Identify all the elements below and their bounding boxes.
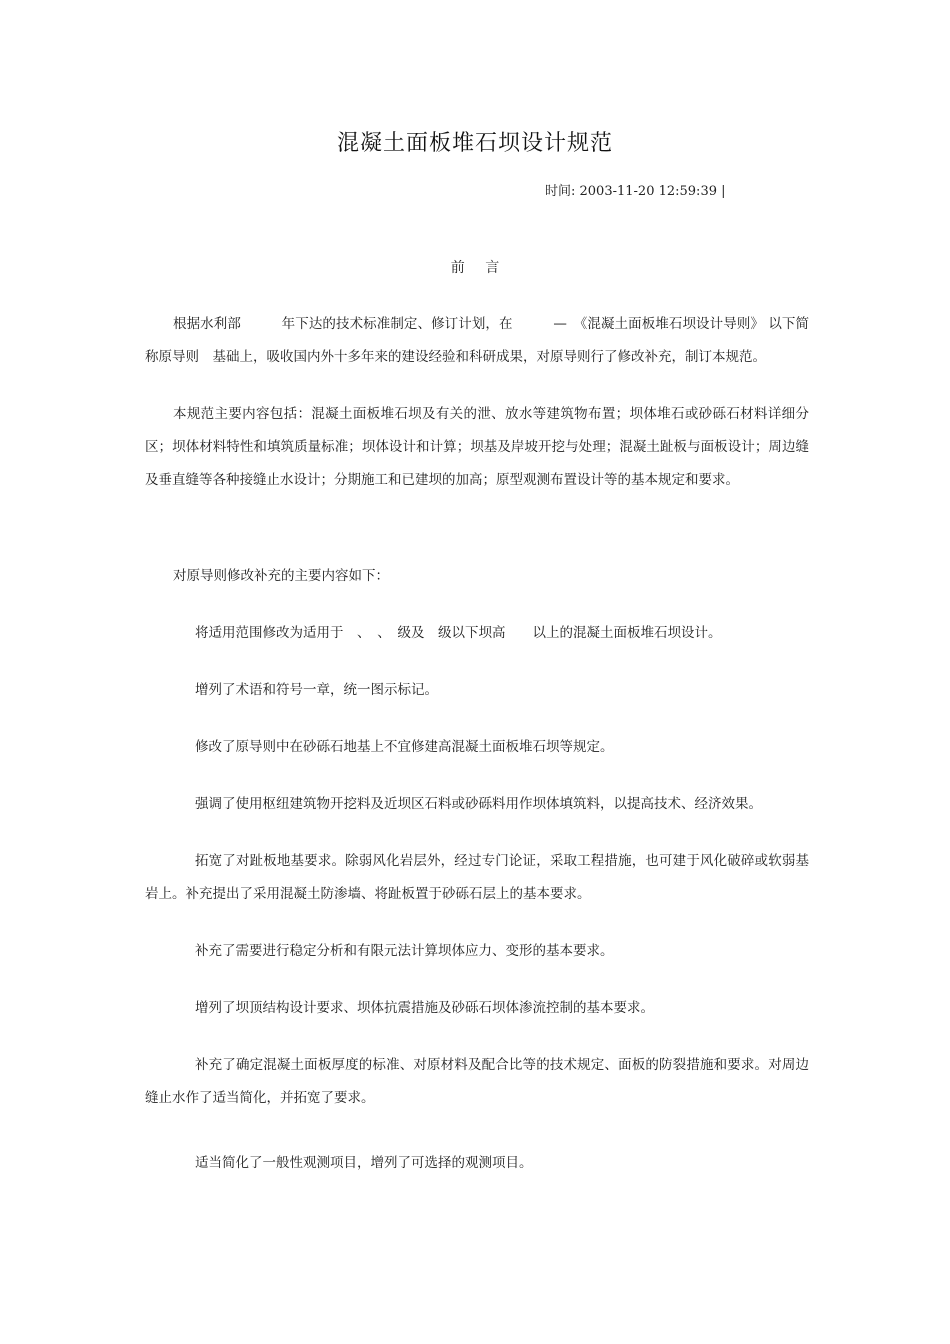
document-title: 混凝土面板堆石坝设计规范 bbox=[336, 131, 613, 156]
list-item: 将适用范围修改为适用于 、 、 级及 级以下坝高 以上的混凝土面板堆石坝设计。 bbox=[195, 625, 722, 641]
paragraph-changes-lead: 对原导则修改补充的主要内容如下： bbox=[173, 568, 389, 584]
paragraph-scope: 本规范主要内容包括：混凝土面板堆石坝及有关的泄、放水等建筑物布置；坝体堆石或砂砾石材料详细分区；坝体材料特性和填筑质量标准；坝体设计和计算；坝基及岸坡开挖与处理；混凝土趾板与面板设计；周边缝及垂直缝等各种接缝止水设计；分期施工和已建坝的加高；原型观测布置设计等的基本规定和要求。 bbox=[145, 406, 809, 488]
list-item: 增列了坝顶结构设计要求、坝体抗震措施及砂砾石坝体渗流控制的基本要求。 bbox=[195, 1000, 654, 1016]
list-item: 强调了使用枢纽建筑物开挖料及近坝区石料或砂砾料用作坝体填筑料，以提高技术、经济效果。 bbox=[195, 796, 762, 812]
list-item: 补充了需要进行稳定分析和有限元法计算坝体应力、变形的基本要求。 bbox=[195, 943, 614, 959]
list-item: 增列了术语和符号一章，统一图示标记。 bbox=[195, 682, 438, 698]
paragraph-intro: 根据水利部 年下达的技术标准制定、修订计划，在 — 《混凝土面板堆石坝设计导则》 以下简称原导则 基础上，吸收国内外十多年来的建设经验和科研成果，对原导则行了修改补充，制订本规范。 bbox=[145, 316, 809, 365]
list-item: 拓宽了对趾板地基要求。除弱风化岩层外，经过专门论证，采取工程措施，也可建于风化破碎或软弱基岩上。补充提出了采用混凝土防渗墙、将趾板置于砂砾石层上的基本要求。 bbox=[145, 853, 809, 902]
document-timestamp: 时间: 2003-11-20 12:59:39 | bbox=[545, 184, 726, 199]
preface-heading: 前 言 bbox=[450, 260, 508, 276]
list-item: 补充了确定混凝土面板厚度的标准、对原材料及配合比等的技术规定、面板的防裂措施和要求。对周边缝止水作了适当简化，并拓宽了要求。 bbox=[145, 1057, 809, 1106]
list-item: 修改了原导则中在砂砾石地基上不宜修建高混凝土面板堆石坝等规定。 bbox=[195, 739, 614, 755]
list-item: 适当简化了一般性观测项目，增列了可选择的观测项目。 bbox=[195, 1155, 533, 1171]
